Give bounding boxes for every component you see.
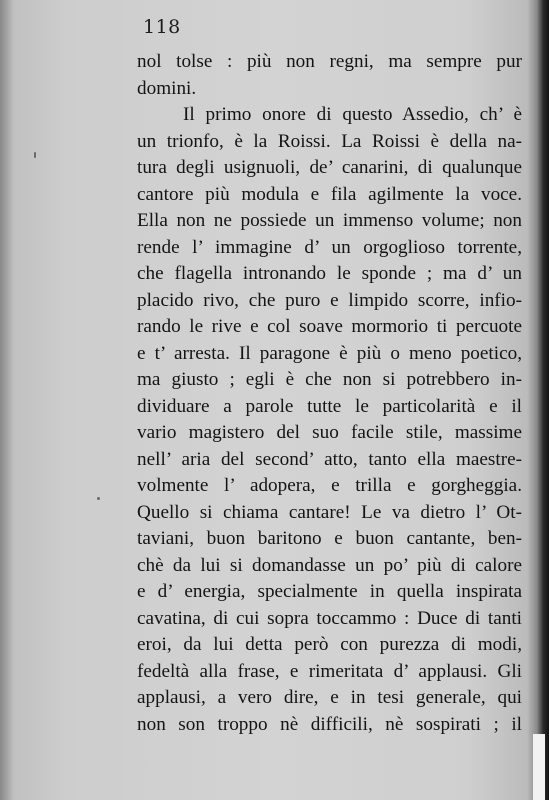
text-line: dividuare a parole tutte le particolarità e il <box>137 395 522 417</box>
text-line: nol tolse : più non regni, ma sempre pur <box>137 51 522 72</box>
text-line: taviani, buon baritono e buon cantante, ben- <box>137 528 522 549</box>
text-line: e t’ arresta. Il paragone è più o meno poetico, <box>137 342 522 364</box>
text-line: un trionfo, è la Roissi. La Roissi è della na- <box>137 130 522 152</box>
text-line: placido rivo, che puro e limpido scorre, infio- <box>137 289 522 311</box>
body-text <box>137 49 522 738</box>
text-line: rende l’ immagine d’ un orgoglioso torrente, <box>137 236 522 258</box>
paper-speck <box>34 152 36 158</box>
text-line: non son troppo nè difficili, nè sospirati ; il <box>137 713 522 735</box>
text-line: cavatina, di cui sopra toccammo : Duce di tanti <box>137 607 522 629</box>
paper-speck <box>97 497 100 500</box>
text-line: Ella non ne possiede un immenso volume; non <box>137 210 522 231</box>
text-line: Quello si chiama cantare! Le va dietro l’ Ot- <box>137 501 522 523</box>
page-number: 118 <box>143 16 181 38</box>
text-line: e d’ energia, specialmente in quella inspirata <box>137 581 522 602</box>
text-line: tura degli usignuoli, de’ canarini, di qualunque <box>137 157 522 178</box>
text-line: ma giusto ; egli è che non si potrebbero in- <box>137 369 522 390</box>
page-edge-tab <box>533 734 545 800</box>
text-line: domini. <box>137 77 197 99</box>
text-line: volmente l’ adopera, e trilla e gorgheggia. <box>137 475 522 496</box>
text-line: nell’ aria del second’ atto, tanto ella maestre- <box>137 448 522 470</box>
text-line: rando le rive e col soave mormorio ti percuote <box>137 316 522 337</box>
text-line: Il primo onore di questo Assedio, ch’ è <box>183 104 522 125</box>
page-right-edge-shadow <box>527 0 549 800</box>
text-line: chè da lui si domandasse un po’ più di calore <box>137 554 522 576</box>
text-line: applausi, a vero dire, e in tesi generale, qui <box>137 687 522 708</box>
text-line: che flagella intronando le sponde ; ma d’ un <box>137 263 522 284</box>
text-line: fedeltà alla frase, e rimeritata d’ applausi. Gli <box>137 660 522 682</box>
text-line: vario magistero del suo facile stile, massime <box>137 422 522 443</box>
text-line: eroi, da lui detta però con purezza di modi, <box>137 634 522 655</box>
text-line: cantore più modula e fila agilmente la voce. <box>137 183 522 205</box>
page-left-shadow <box>0 0 14 800</box>
